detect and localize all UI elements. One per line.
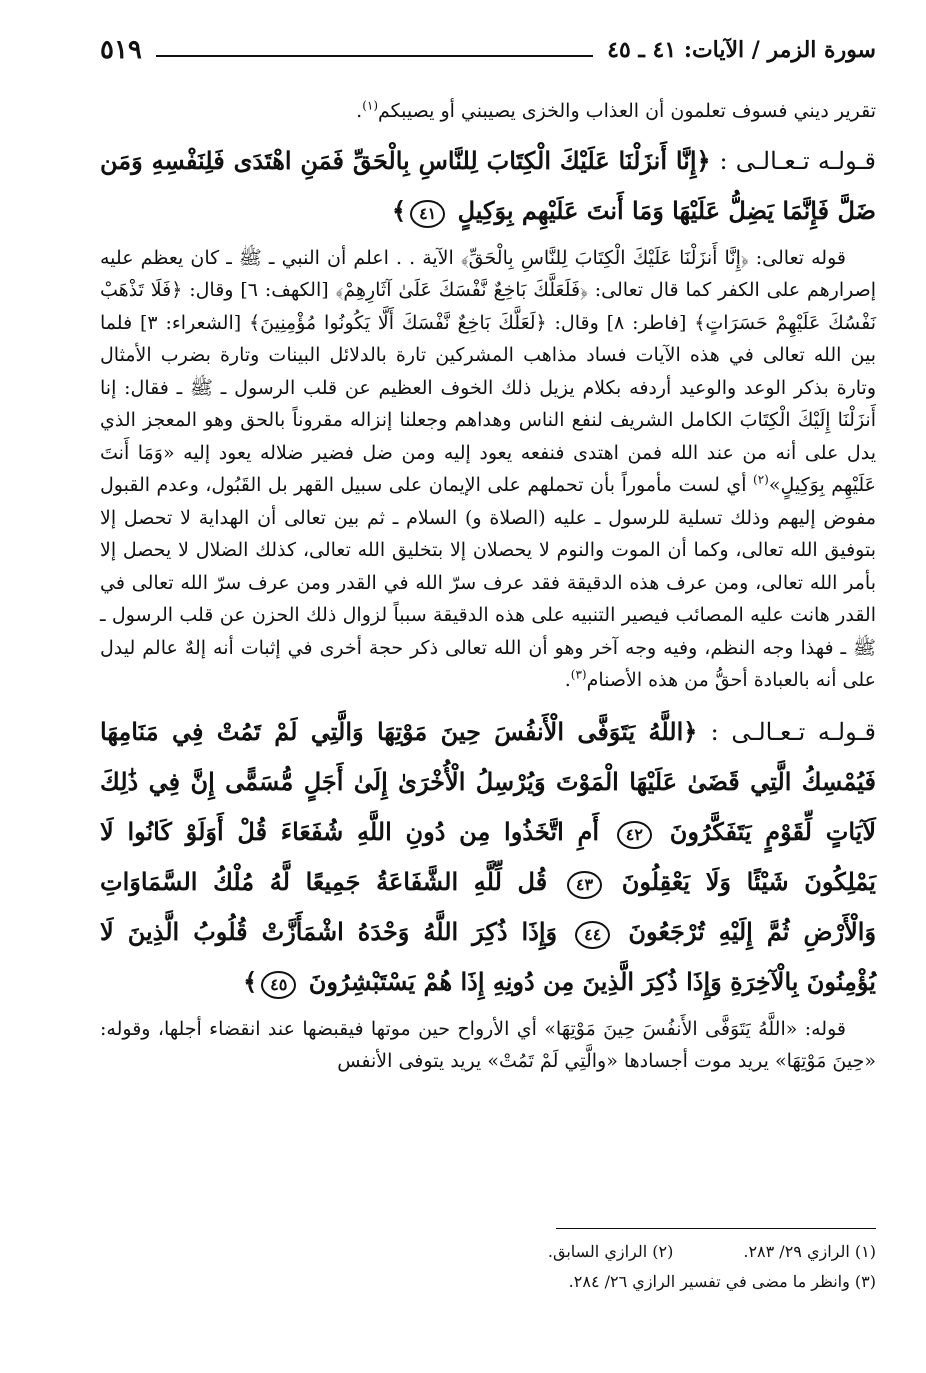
commentary-text: قوله: «اللَّهُ يَتَوَفَّى الأَنفُسَ حِينَ مَوْتِهَا» أي الأرواح حين موتها فيقبضها عند انقضاء أجلها، وقوله: «حِينَ مَوْتِهَا» يريد موت أجسادها «والَّتِي لَمْ تَمُتْ» يريد يتوفى الأنفس bbox=[100, 1017, 876, 1072]
footnote-ref-3: (٣) bbox=[570, 667, 587, 682]
page-number: ٥١٩ bbox=[100, 35, 142, 65]
paragraph-intro-text: تقرير ديني فسوف تعلمون أن العذاب والخزى يصيبني أو يصيبكم bbox=[378, 100, 876, 122]
footnote-3: (٣) وانظر ما مضى في تفسير الرازي ٢٦/ ٢٨٤. bbox=[568, 1272, 876, 1291]
verse-text: قُل لِّلَّهِ الشَّفَاعَةُ جَمِيعًا لَّهُ مُلْكُ السَّمَاوَاتِ وَالْأَرْضِ ثُمَّ إِلَيْهِ تُرْجَعُونَ bbox=[100, 866, 877, 946]
quran-verse-41 bbox=[100, 136, 876, 236]
ayah-number-marker: ٤١ bbox=[410, 200, 445, 228]
header-rule bbox=[156, 55, 593, 57]
verse-text: ﴿اللَّهُ يَتَوَفَّى الْأَنفُسَ حِينَ مَوْتِهَا وَالَّتِي لَمْ تَمُتْ فِي مَنَامِهَا فَيُمْسِكُ الَّتِي قَضَىٰ عَلَيْهَا الْمَوْتَ وَيُرْسِلُ الْأُخْرَىٰ إِلَىٰ أَجَلٍ مُّسَمًّى إِنَّ فِي ذَٰلِكَ لَآيَاتٍ لِّقَوْمٍ يَتَفَكَّرُونَ bbox=[100, 716, 877, 846]
footnote-ref-2: (٢) bbox=[753, 472, 769, 487]
verse-close-bracket: ﴾ bbox=[392, 195, 407, 225]
ayah-number-marker: ٤٤ bbox=[575, 921, 610, 949]
verse-text: ﴿إِنَّا أَنزَلْنَا عَلَيْكَ الْكِتَابَ لِلنَّاسِ بِالْحَقِّ فَمَنِ اهْتَدَى فَلِنَفْسِهِ وَمَن ضَلَّ فَإِنَّمَا يَضِلُّ عَلَيْهَا وَمَا أَنتَ عَلَيْهِم بِوَكِيلٍ bbox=[100, 145, 876, 225]
ayah-number-marker: ٤٢ bbox=[617, 821, 652, 849]
main-text bbox=[100, 95, 876, 1078]
page-header bbox=[100, 30, 876, 70]
verse-lead-in: قـولـه تـعـالـى : bbox=[719, 146, 876, 175]
footnotes-section bbox=[100, 1228, 876, 1297]
paragraph-intro bbox=[100, 95, 876, 128]
paragraph-commentary-42 bbox=[100, 1013, 876, 1078]
footnote-1: (١) الرازي ٢٩/ ٢٨٣. bbox=[743, 1242, 876, 1261]
paragraph-commentary-41 bbox=[100, 242, 876, 697]
commentary-text: قوله تعالى: ﴿إِنَّا أَنزَلْنَا عَلَيْكَ الْكِتَابَ لِلنَّاسِ بِالْحَقِّ﴾ الآية . . اعلم أن النبي ـ ﷺ ـ كان يعظم عليه إصرارهم على الكفر كما قال تعالى: ﴿فَلَعَلَّكَ بَاخِعٌ نَّفْسَكَ عَلَىٰ آثَارِهِمْ﴾ [الكهف: ٦] وقال: ﴿فَلَا تَذْهَبْ نَفْسُكَ عَلَيْهِمْ حَسَرَاتٍ﴾ [فاطر: ٨] وقال: ﴿لَعَلَّكَ بَاخِعٌ نَّفْسَكَ أَلَّا يَكُونُوا مُؤْمِنِينَ﴾ [الشعراء: ٣] فلما بين الله تعالى في هذه الآيات فساد مذاهب المشركين تارة بالدلائل البينات وتارة بضرب الأمثال وتارة بذكر الوعد والوعيد أردفه بكلام يزيل ذلك الخوف العظيم عن قلب الرسول ـ ﷺ ـ فقال: إنا أَنزَلْنَا إِلَيْكَ الْكِتَابَ الكامل الشريف لنفع الناس وهداهم وجعلنا إنزاله مقروناً بالحق وهو المعجز الذي يدل على أنه من عند الله فمن اهتدى فنفعه يعود إليه ومن ضل فضير ضلاله يعود إليه «وَمَا أَنتَ عَلَيْهِم بِوَكِيلٍ» bbox=[100, 246, 877, 496]
footnote-2: (٢) الرازي السابق. bbox=[547, 1242, 674, 1261]
running-title: سورة الزمر / الآيات: ٤١ ـ ٤٥ bbox=[607, 37, 876, 63]
ayah-number-marker: ٤٥ bbox=[261, 971, 296, 999]
verse-lead-in: قـولـه تـعـالـى : bbox=[710, 717, 877, 746]
footnote-ref-1: (١) bbox=[362, 98, 379, 113]
paragraph-intro-end: . bbox=[356, 100, 363, 122]
footnote-divider bbox=[556, 1228, 876, 1229]
verse-text: أَمِ اتَّخَذُوا مِن دُونِ اللَّهِ شُفَعَاءَ قُلْ أَوَلَوْ كَانُوا لَا يَمْلِكُونَ شَيْئًا وَلَا يَعْقِلُونَ bbox=[100, 816, 876, 896]
verse-text: وَإِذَا ذُكِرَ اللَّهُ وَحْدَهُ اشْمَأَزَّتْ قُلُوبُ الَّذِينَ لَا يُؤْمِنُونَ بِالْآخِرَةِ وَإِذَا ذُكِرَ الَّذِينَ مِن دُونِهِ إِذَا هُمْ يَسْتَبْشِرُونَ bbox=[100, 916, 876, 996]
quran-verses-42-45 bbox=[100, 707, 876, 1007]
commentary-text-cont: أي لست مأموراً بأن تحملهم على الإيمان على سبيل القهر بل القَبُول، وعدم القبول مفوض إليهم وذلك تسلية للرسول ـ عليه (الصلاة و) السلام ـ ثم بين تعالى أن الهداية لا تحصل إلا بتوفيق الله تعالى، وكما أن الموت والنوم لا يحصلان إلا بتخليق الله تعالى، كذلك الضلال لا يحصل إلا بأمر الله تعالى، ومن عرف هذه الدقيقة فقد عرف سرّ الله في القدر ومن عرف سرّ الله تعالى في القدر هانت عليه المصائب فيصير التنبيه على هذه الدقيقة سبباً لزوال ذلك الحزن عن قلب الرسول ـ ﷺ ـ فهذا وجه النظم، وفيه وجه آخر وهو أن الله تعالى ذكر حجة أخرى في إثبات أنه إلهٌ عالم ليدل على أنه بالعبادة أحقُّ من هذه الأصنام bbox=[100, 474, 876, 691]
footnote-row bbox=[100, 1267, 876, 1297]
ayah-number-marker: ٤٣ bbox=[567, 871, 602, 899]
footnote-row bbox=[100, 1237, 876, 1267]
verse-close-bracket: ﴾ bbox=[243, 966, 258, 996]
commentary-end: . bbox=[564, 669, 571, 691]
